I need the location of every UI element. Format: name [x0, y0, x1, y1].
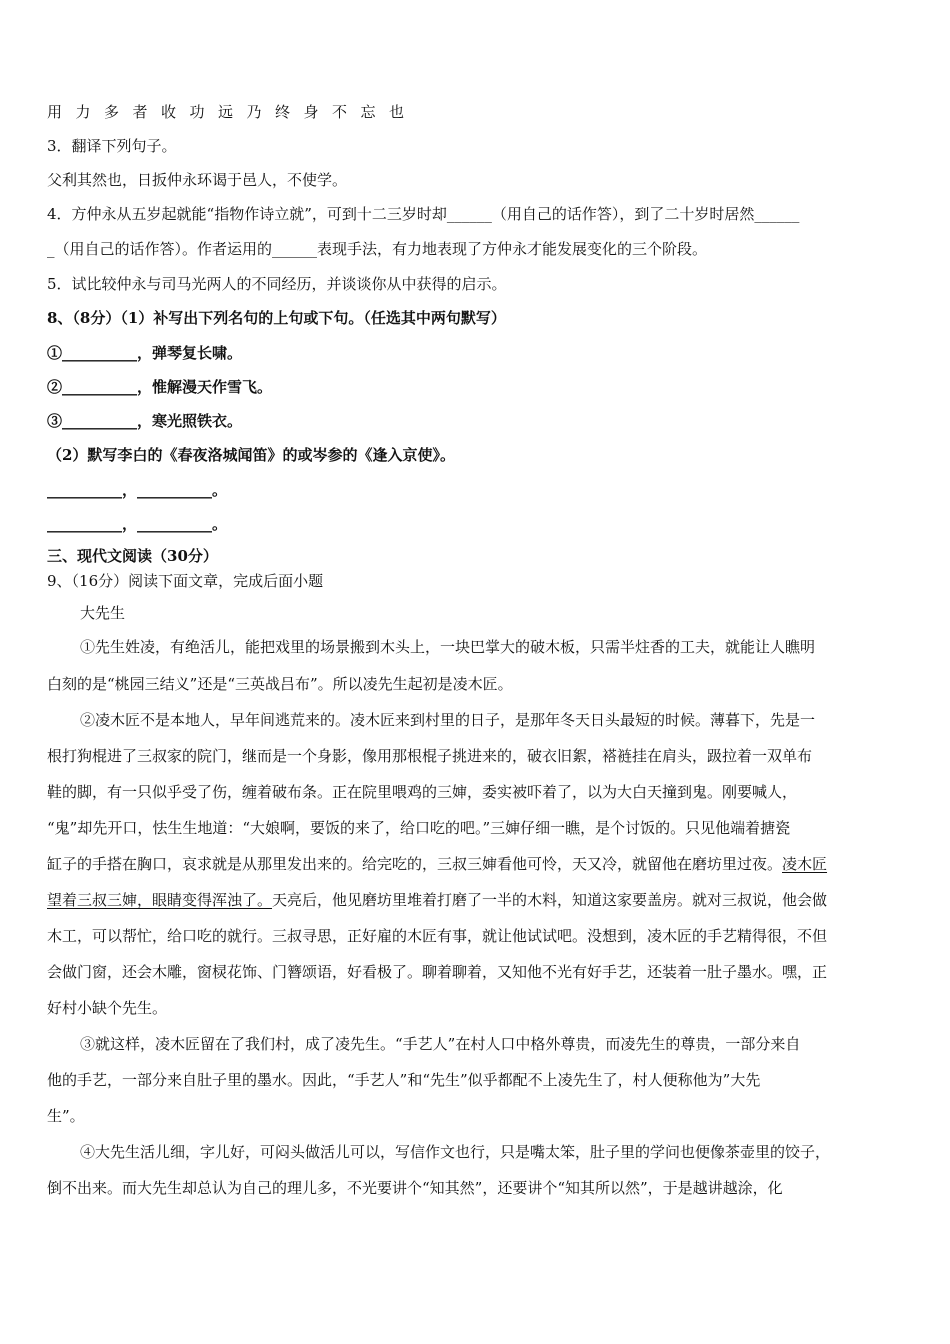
question-3: 3．翻译下列句子。: [47, 137, 177, 155]
paragraph-1-line-2: 白刻的是“桃园三结义”还是“三英战吕布”。所以凌先生起初是凌木匠。: [47, 675, 513, 693]
question-8-heading: 8、（8分）（1）补写出下列名句的上句或下句。（任选其中两句默写）: [47, 309, 506, 327]
fill-blank-2: ②__________，惟解漫天作雪飞。: [47, 378, 273, 396]
question-5: 5．试比较仲永与司马光两人的不同经历，并谈谈你从中获得的启示。: [47, 275, 507, 293]
paragraph-2-line-9: 好村小缺个先生。: [47, 999, 168, 1017]
paragraph-3-line-3: 生”。: [47, 1107, 85, 1125]
question-4: 4．方仲永从五岁起就能“指物作诗立就”，可到十二三岁时却______（用自己的话作答），到了二十岁时居然______: [47, 205, 800, 223]
paragraph-2-line-4: “鬼”却先开口，怯生生地道：“大娘啊，要饭的来了，给口吃的吧。”三婶仔细一瞧，是个讨饭的。只见他端着搪瓷: [47, 819, 791, 837]
paragraph-2-text: 缸子的手搭在胸口，哀求就是从那里发出来的。给完吃的，三叔三婶看他可怜，天又冷，就留他在磨坊里过夜。: [47, 855, 783, 873]
paragraph-2-line-2: 根打狗棍进了三叔家的院门，继而是一个身影，像用那根棍子挑进来的，破衣旧絮，褡裢挂在肩头，趿拉着一双单布: [47, 747, 813, 765]
fill-blank-3: ③__________，寒光照铁衣。: [47, 412, 243, 430]
paragraph-4-line-1: ④大先生活儿细，字儿好，可闷头做活儿可以，写信作文也行，只是嘴太笨，肚子里的学问也便像茶壶里的饺子，: [80, 1143, 831, 1161]
paragraph-2-line-5: [47, 854, 917, 874]
question-9-heading: 9、（16分）阅读下面文章，完成后面小题: [47, 572, 324, 590]
poem-blank-line-2: __________，__________。: [47, 515, 228, 533]
paragraph-2-line-8: 会做门窗，还会木雕，窗棂花饰、门簪颂语，好看极了。聊着聊着，又知他不光有好手艺，还装着一肚子墨水。嘿，正: [47, 963, 828, 981]
poem-blank-line-1: __________，__________。: [47, 481, 228, 499]
question-8-part-2: （2）默写李白的《春夜洛城闻笛》的或岑参的《逢入京使》。: [47, 446, 455, 464]
paragraph-2-line-3: 鞋的脚，有一只似乎受了伤，缠着破布条。正在院里喂鸡的三婶，委实被吓着了，以为大白天撞到鬼。刚要喊人，: [47, 783, 798, 801]
question-3-sentence: 父利其然也，日扳仲永环谒于邑人，不使学。: [47, 171, 348, 189]
underlined-sentence-part-2: 望着三叔三婶，眼睛变得浑浊了。: [47, 891, 273, 909]
section-3-heading: 三、现代文阅读（30分）: [47, 547, 218, 565]
paragraph-2-line-6: [47, 890, 917, 910]
paragraph-2-line-7: 木工，可以帮忙，给口吃的就行。三叔寻思，正好雇的木匠有事，就让他试试吧。没想到，凌木匠的手艺精得很，不但: [47, 927, 828, 945]
paragraph-3-line-2: 他的手艺，一部分来自肚子里的墨水。因此，“手艺人”和“先生”似乎都配不上凌先生了，村人便称他为”大先: [47, 1071, 761, 1089]
underlined-sentence-part-1: 凌木匠: [782, 855, 828, 873]
paragraph-3-line-1: ③就这样，凌木匠留在了我们村，成了凌先生。“手艺人”在村人口中格外尊贵，而凌先生的尊贵，一部分来自: [80, 1035, 801, 1053]
answer-line-1: 用力多者收功远乃终身不忘也: [47, 103, 418, 121]
paragraph-4-line-2: 倒不出来。而大先生却总认为自己的理儿多，不光要讲个“知其然”，还要讲个“知其所以然”，于是越讲越涂，化: [47, 1179, 783, 1197]
paragraph-2-text-cont: 天亮后，他见磨坊里堆着打磨了一半的木料，知道这家要盖房。就对三叔说，他会做: [272, 891, 828, 909]
paragraph-2-line-1: ②凌木匠不是本地人，早年间逃荒来的。凌木匠来到村里的日子，是那年冬天日头最短的时候。薄暮下，先是一: [80, 711, 816, 729]
fill-blank-1: ①__________，弹琴复长啸。: [47, 344, 243, 362]
question-4-cont: _（用自己的话作答）。作者运用的______表现手法，有力地表现了方仲永才能发展变化的三个阶段。: [47, 240, 708, 258]
paragraph-1-line-1: ①先生姓凌，有绝活儿，能把戏里的场景搬到木头上，一块巴掌大的破木板，只需半炷香的工夫，就能让人瞧明: [80, 638, 816, 656]
article-title: 大先生: [80, 604, 126, 622]
